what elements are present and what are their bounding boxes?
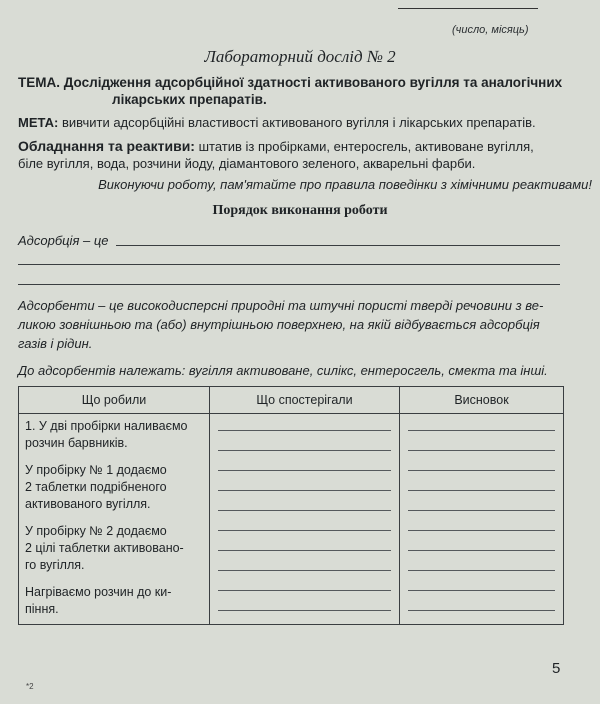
tema-text-line1: Дослідження адсорбційної здатності активованого вугілля та аналогічних (63, 75, 563, 90)
adsorption-definition-label: Адсорбція – це (18, 233, 109, 248)
lab-title: Лабораторний дослід № 2 (204, 47, 396, 66)
answer-line[interactable] (18, 264, 560, 265)
step-text: активованого вугілля. (25, 497, 151, 511)
step-text: розчин барвників. (25, 436, 128, 450)
tema-section (18, 74, 588, 108)
step-1 (19, 414, 209, 452)
table-row (19, 414, 564, 625)
answer-line[interactable] (218, 530, 391, 531)
answer-line[interactable] (116, 245, 560, 246)
meta-section (18, 114, 588, 131)
step-text: піння. (25, 602, 59, 616)
step-text: 2 цілі таблетки активовано- (25, 541, 184, 555)
answer-line[interactable] (18, 284, 560, 285)
header-what-done: Що робили (19, 387, 210, 414)
step-3 (19, 519, 209, 574)
step-text: У пробірку № 1 додаємо (25, 463, 167, 477)
header-observed: Що спостерігали (210, 387, 400, 414)
answer-line[interactable] (218, 470, 391, 471)
step-text: го вугілля. (25, 558, 85, 572)
meta-text: вивчити адсорбційні властивості активованого вугілля і лікарських препаратів. (61, 115, 536, 130)
experiment-table (18, 386, 564, 625)
steps-cell (19, 414, 210, 625)
step-text: 1. У дві пробірки наливаємо (25, 419, 188, 433)
step-4 (19, 580, 209, 618)
print-mark: *2 (26, 682, 34, 691)
equipment-label: Обладнання та реактиви: (18, 138, 195, 154)
equipment-text-line1: штатив із пробірками, ентеросгель, активоване вугілля, (198, 139, 534, 154)
adsorbents-line1: Адсорбенти – це високодисперсні природні та штучні пористі тверді речовини з ве- (18, 298, 544, 313)
step-text: У пробірку № 2 додаємо (25, 524, 167, 538)
step-text: 2 таблетки подрібненого (25, 480, 167, 494)
page-number: 5 (552, 660, 561, 677)
table-header-row (19, 387, 564, 414)
conclusion-lines[interactable] (400, 414, 563, 624)
procedure-title: Порядок виконання роботи (212, 203, 388, 218)
answer-line[interactable] (218, 590, 391, 591)
tema-text-line2: лікарських препаратів. (112, 92, 267, 107)
adsorbents-list: До адсорбентів належать: вугілля активоване, силікс, ентеросгель, смекта та інші. (18, 363, 548, 378)
observations-cell[interactable] (210, 414, 400, 625)
conclusions-cell[interactable] (400, 414, 564, 625)
date-label: (число, місяць) (452, 24, 529, 36)
answer-line[interactable] (408, 590, 555, 591)
step-2 (19, 458, 209, 513)
answer-line[interactable] (218, 550, 391, 551)
header-conclusion: Висновок (400, 387, 564, 414)
step-text: Нагріваємо розчин до ки- (25, 585, 172, 599)
answer-line[interactable] (218, 490, 391, 491)
answer-line[interactable] (408, 510, 555, 511)
tema-label: ТЕМА. (18, 75, 60, 90)
answer-line[interactable] (408, 530, 555, 531)
answer-line[interactable] (408, 450, 555, 451)
answer-line[interactable] (218, 610, 391, 611)
answer-line[interactable] (408, 570, 555, 571)
safety-warning: Виконуючи роботу, пам'ятайте про правила поведінки з хімічними реактивами! (98, 177, 592, 192)
answer-line[interactable] (408, 430, 555, 431)
answer-line[interactable] (408, 550, 555, 551)
answer-line[interactable] (408, 610, 555, 611)
adsorbents-line3: газів і рідин. (18, 336, 93, 351)
observation-lines[interactable] (210, 414, 399, 624)
adsorbents-definition (18, 296, 574, 353)
answer-line[interactable] (408, 490, 555, 491)
answer-line[interactable] (218, 430, 391, 431)
equipment-text-line2: біле вугілля, вода, розчини йоду, діамантового зеленого, акварельні фарби. (18, 156, 476, 171)
answer-line[interactable] (408, 470, 555, 471)
meta-label: МЕТА: (18, 115, 59, 130)
answer-line[interactable] (218, 510, 391, 511)
answer-line[interactable] (218, 450, 391, 451)
equipment-section (18, 138, 588, 172)
adsorbents-line2: ликою зовнішньою та (або) внутрішньою поверхнею, на якій відбувається адсорбція (18, 317, 540, 332)
answer-line[interactable] (218, 570, 391, 571)
date-blank-line (398, 8, 538, 9)
